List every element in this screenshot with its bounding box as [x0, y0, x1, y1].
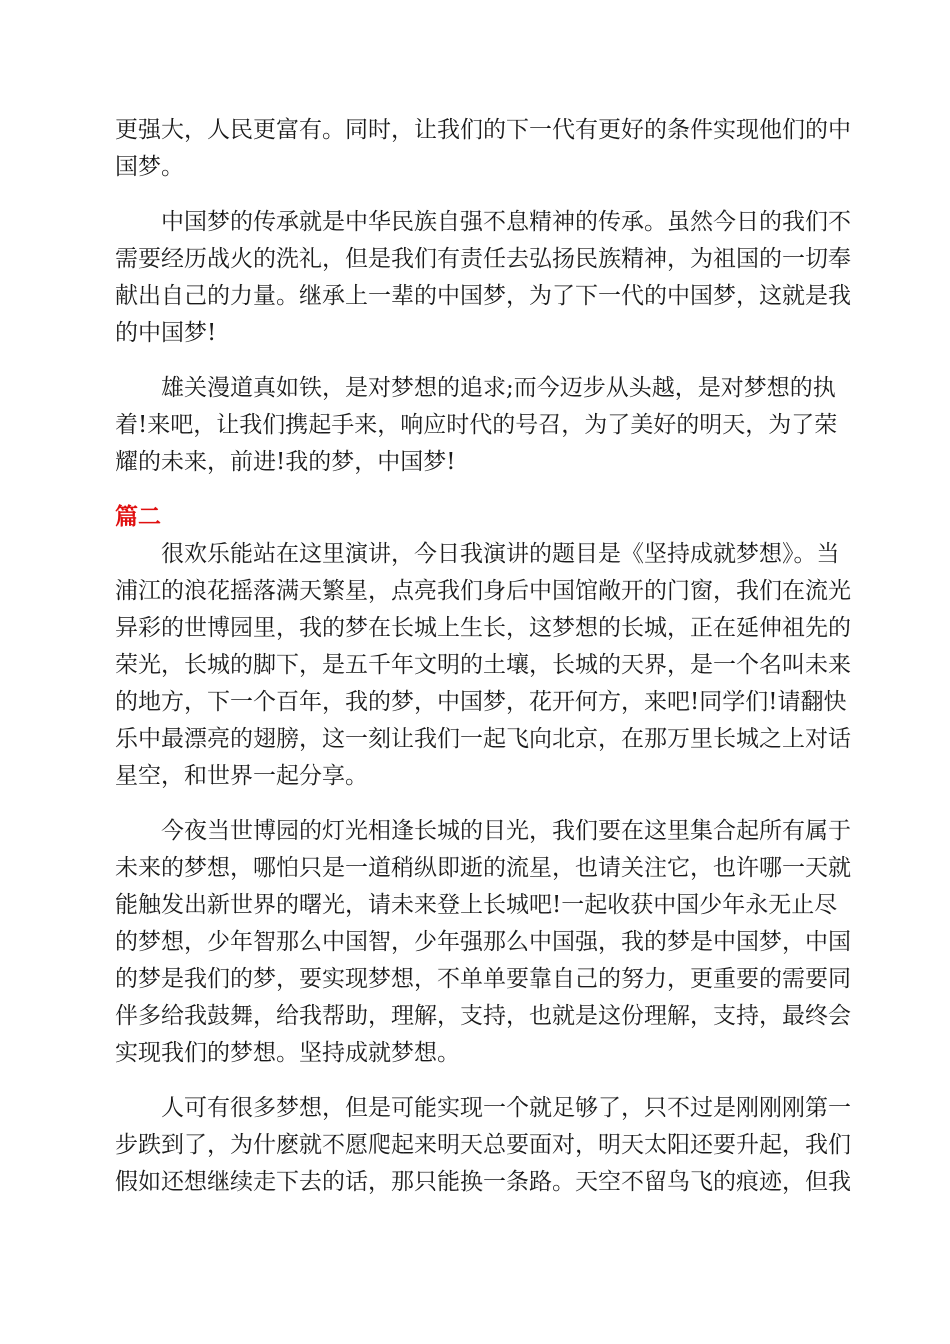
text-line: 的梦是我们的梦，要实现梦想，不单单要靠自己的努力，更重要的需要同: [115, 966, 851, 992]
paragraph: [115, 112, 851, 186]
text-line: 实现我们的梦想。坚持成就梦想。: [115, 1040, 460, 1066]
text-line: 的中国梦!: [115, 320, 217, 346]
paragraph: [115, 536, 851, 795]
text-line: 能触发出新世界的曙光，请未来登上长城吧!一起收获中国少年永无止尽: [115, 892, 838, 918]
text-line: 中国梦的传承就是中华民族自强不息精神的传承。虽然今日的我们不: [115, 209, 851, 235]
text-line: 星空，和世界一起分享。: [115, 763, 368, 789]
text-line: 今夜当世博园的灯光相逢长城的目光，我们要在这里集合起所有属于: [115, 818, 851, 844]
text-line: 乐中最漂亮的翅膀，这一刻让我们一起飞向北京，在那万里长城之上对话: [115, 726, 851, 752]
text-line: 人可有很多梦想，但是可能实现一个就足够了，只不过是刚刚刚第一: [115, 1095, 851, 1121]
text-line: 的地方，下一个百年，我的梦，中国梦，花开何方，来吧!同学们!请翻快: [115, 689, 847, 715]
paragraph: [115, 813, 851, 1072]
text-line: 国梦。: [115, 154, 184, 180]
document-body: [115, 112, 851, 1219]
paragraph: [115, 370, 838, 481]
text-line: 伴多给我鼓舞，给我帮助，理解，支持，也就是这份理解，支持，最终会: [115, 1003, 851, 1029]
text-line: 献出自己的力量。继承上一辈的中国梦，为了下一代的中国梦，这就是我: [115, 283, 851, 309]
text-line: 的梦想，少年智那么中国智，少年强那么中国强，我的梦是中国梦，中国: [115, 929, 851, 955]
text-line: 异彩的世博园里，我的梦在长城上生长，这梦想的长城，正在延伸祖先的: [115, 615, 851, 641]
text-line: 荣光，长城的脚下，是五千年文明的土壤，长城的天界，是一个名叫未来: [115, 652, 851, 678]
text-line: 耀的未来，前进!我的梦，中国梦!: [115, 449, 456, 475]
text-line: 需要经历战火的洗礼，但是我们有责任去弘扬民族精神，为祖国的一切奉: [115, 246, 851, 272]
text-line: 步跌到了，为什麽就不愿爬起来明天总要面对，明天太阳还要升起，我们: [115, 1132, 851, 1158]
text-line: 着!来吧，让我们携起手来，响应时代的号召，为了美好的明天，为了荣: [115, 412, 838, 438]
text-line: 假如还想继续走下去的话，那只能换一条路。天空不留鸟飞的痕迹，但我: [115, 1169, 851, 1195]
paragraph: [115, 204, 851, 352]
text-line: 浦江的浪花摇落满天繁星，点亮我们身后中国馆敞开的门窗，我们在流光: [115, 578, 851, 604]
paragraph: [115, 1090, 851, 1201]
text-line: 雄关漫道真如铁，是对梦想的追求;而今迈步从头越，是对梦想的执: [115, 375, 836, 401]
text-line: 更强大，人民更富有。同时，让我们的下一代有更好的条件实现他们的中: [115, 117, 851, 143]
section-heading: 篇二: [115, 504, 161, 530]
text-line: 未来的梦想，哪怕只是一道稍纵即逝的流星，也请关注它，也许哪一天就: [115, 855, 851, 881]
text-line: 很欢乐能站在这里演讲，今日我演讲的题目是《坚持成就梦想》。当: [115, 541, 840, 567]
